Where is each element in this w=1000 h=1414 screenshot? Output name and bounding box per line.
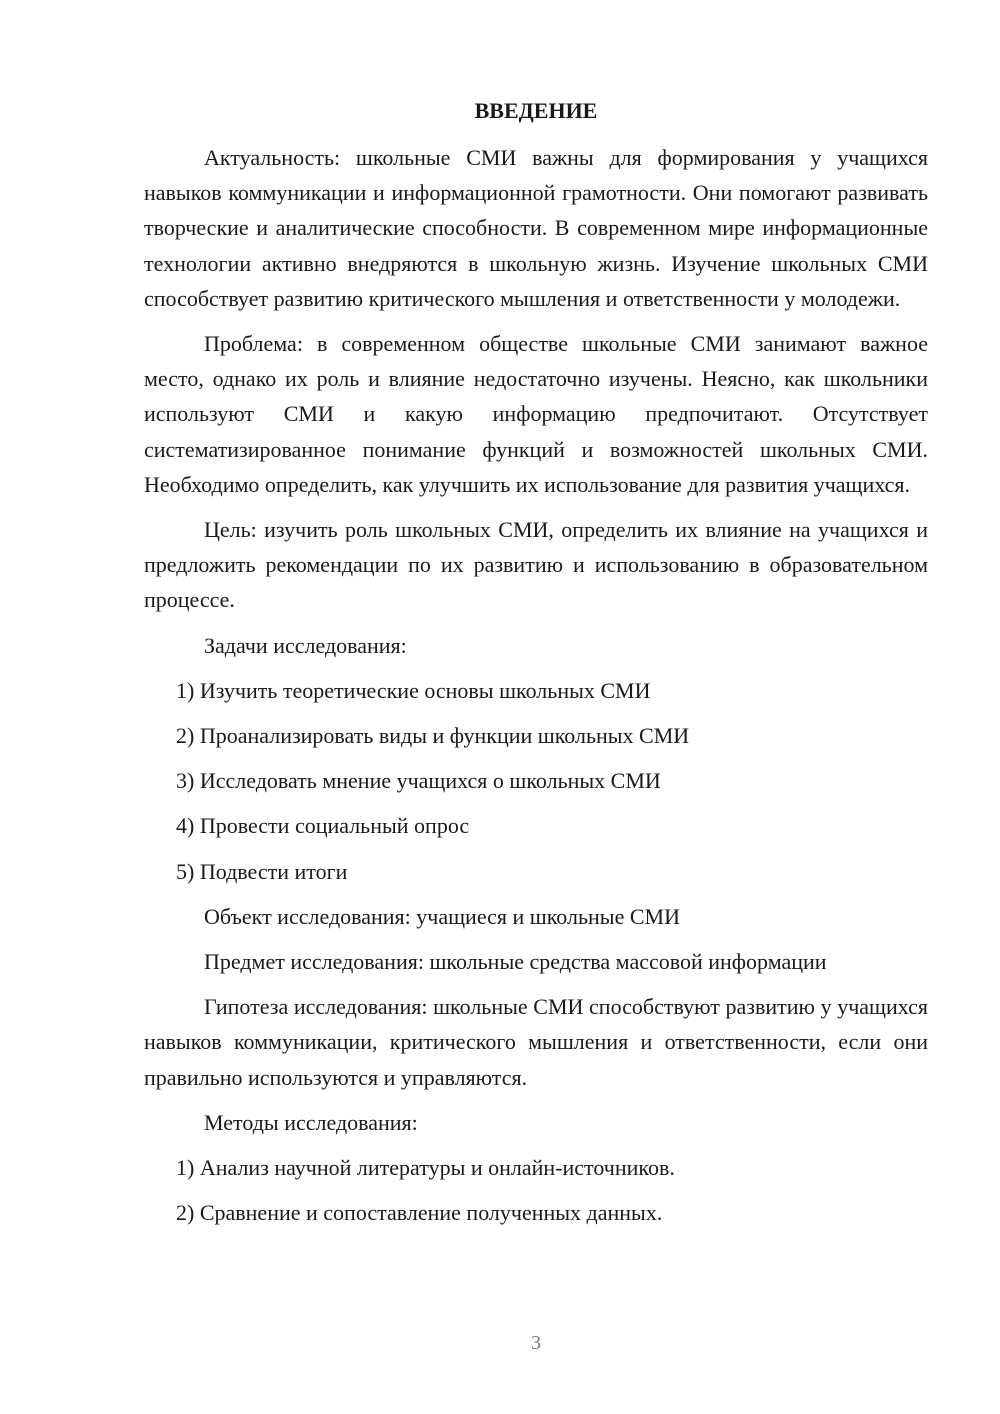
- page-number: 3: [531, 1332, 541, 1354]
- task-item: 5) Подвести итоги: [176, 858, 348, 884]
- hypothesis-paragraph: Гипотеза исследования: школьные СМИ способствуют развитию у учащихся навыков коммуникации, критического мышления и ответственности, если они правильно используются и управляются.: [144, 994, 928, 1090]
- task-item: 2) Проанализировать виды и функции школьных СМИ: [176, 723, 690, 749]
- document-page: [144, 93, 928, 1230]
- task-item: 4) Провести социальный опрос: [176, 813, 470, 839]
- method-item: 1) Анализ научной литературы и онлайн-источников.: [176, 1155, 675, 1181]
- tasks-heading: Задачи исследования:: [204, 632, 407, 658]
- subject-line: Предмет исследования: школьные средства массовой информации: [204, 949, 827, 975]
- method-item: 2) Сравнение и сопоставление полученных данных.: [176, 1200, 663, 1226]
- section-title: ВВЕДЕНИЕ: [474, 98, 598, 123]
- object-line: Объект исследования: учащиеся и школьные СМИ: [204, 903, 680, 929]
- relevance-paragraph: Актуальность: школьные СМИ важны для формирования у учащихся навыков коммуникации и информационной грамотности. Они помогают развивать творческие и аналитические способности. В современном мире информационные технологии активно внедряются в школьную жизнь. Изучение школьных СМИ способствует развитию критического мышления и ответственности у молодежи.: [144, 145, 928, 311]
- task-item: 3) Исследовать мнение учащихся о школьных СМИ: [176, 768, 661, 794]
- problem-paragraph: Проблема: в современном обществе школьные СМИ занимают важное место, однако их роль и влияние недостаточно изучены. Неясно, как школьники используют СМИ и какую информацию предпочитают. Отсутствует систематизированное понимание функций и возможностей школьных СМИ. Необходимо определить, как улучшить их использование для развития учащихся.: [144, 331, 928, 497]
- methods-heading: Методы исследования:: [204, 1109, 418, 1135]
- task-item: 1) Изучить теоретические основы школьных СМИ: [176, 677, 651, 703]
- goal-paragraph: Цель: изучить роль школьных СМИ, определить их влияние на учащихся и предложить рекомендации по их развитию и использованию в образовательном процессе.: [144, 517, 928, 613]
